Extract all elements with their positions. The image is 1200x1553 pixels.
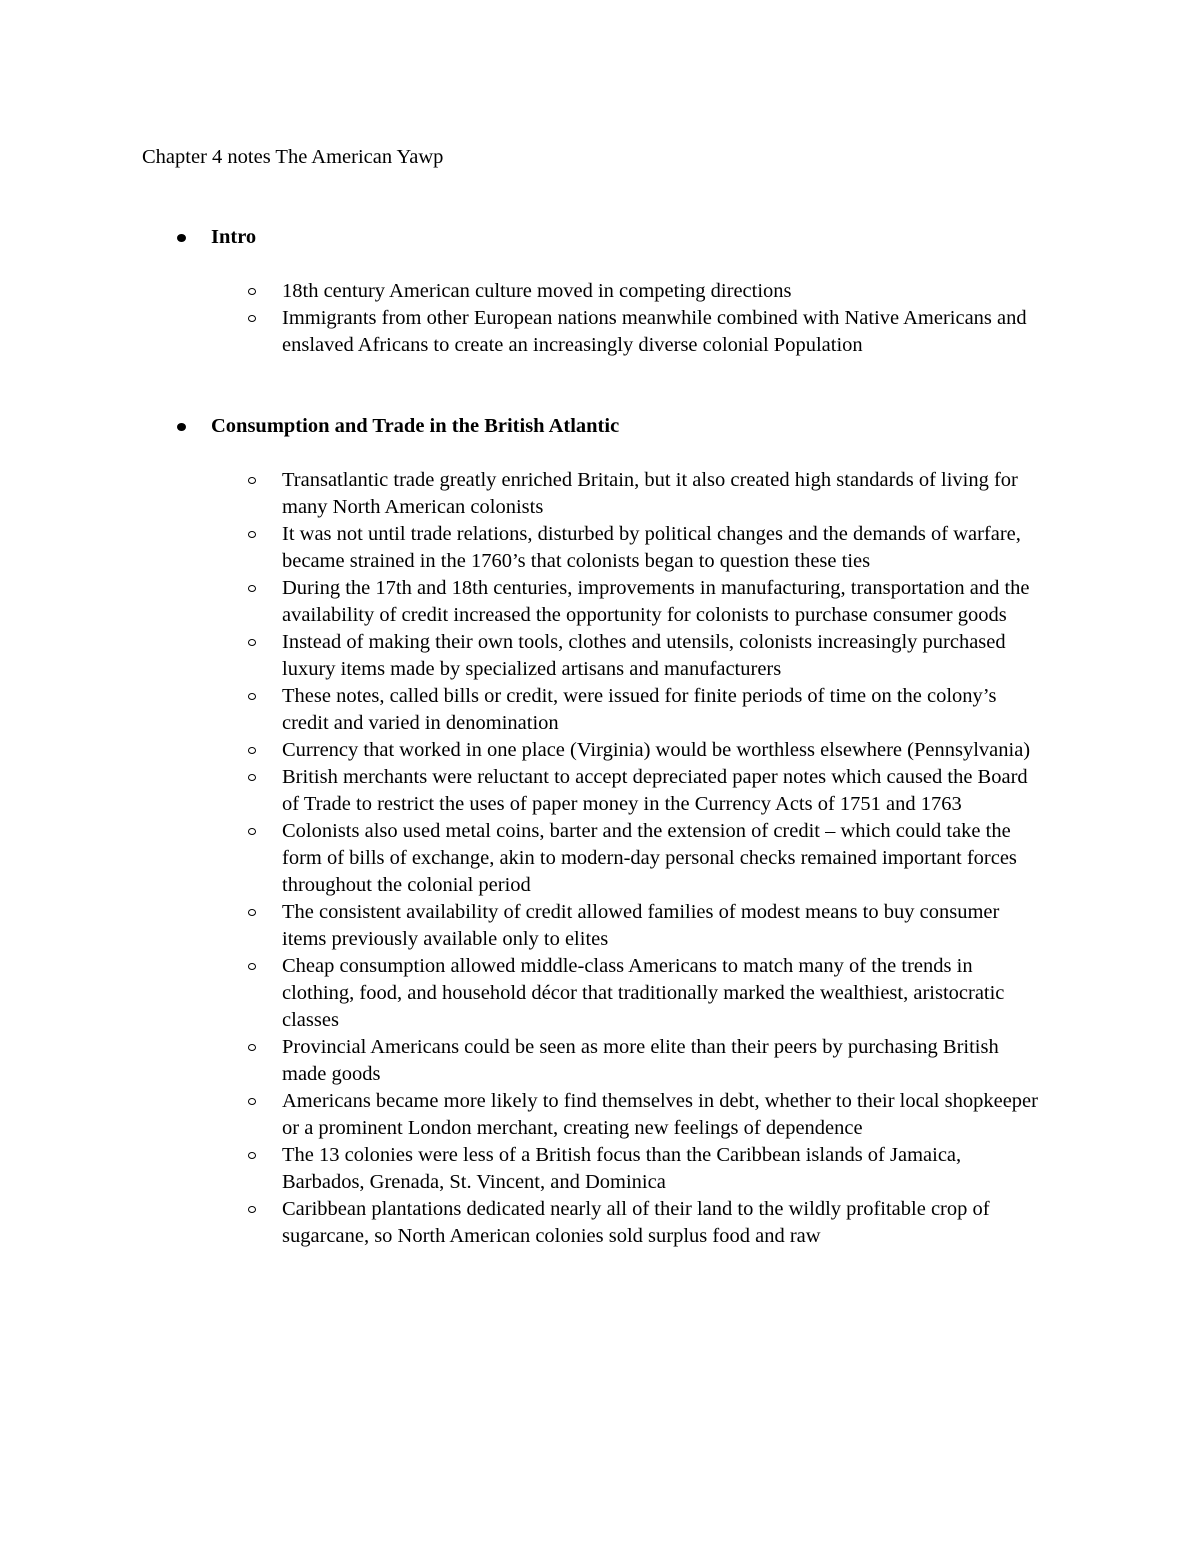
bullet-circle-icon [248,639,256,646]
sub-list [0,467,1200,1250]
bullet-circle-icon [248,1098,256,1105]
document-title: Chapter 4 notes The American Yawp [142,146,444,168]
list-item [0,305,1042,359]
list-item-text: The 13 colonies were less of a British focus than the Caribbean islands of Jamaica, Barbados, Grenada, St. Vincent, and Dominica [282,1144,962,1193]
list-item-text: Currency that worked in one place (Virginia) would be worthless elsewhere (Pennsylvania) [282,739,1031,761]
bullet-circle-icon [248,693,256,700]
list-item [0,737,1042,764]
list-item-text: Provincial Americans could be seen as more elite than their peers by purchasing British made goods [282,1036,999,1085]
list-item [0,683,1042,737]
list-item [0,575,1042,629]
bullet-circle-icon [248,1152,256,1159]
list-item [0,521,1042,575]
list-item [0,818,1042,899]
bullet-circle-icon [248,1044,256,1051]
list-item-text: Americans became more likely to find themselves in debt, whether to their local shopkeeper or a prominent London merchant, creating new feelings of dependence [282,1090,1038,1139]
list-item-text: Transatlantic trade greatly enriched Britain, but it also created high standards of living for many North American colonists [282,469,1018,518]
list-item [0,629,1042,683]
bullet-circle-icon [248,288,256,295]
bullet-circle-icon [248,774,256,781]
section-heading: Consumption and Trade in the British Atlantic [211,415,620,437]
bullet-disc-icon [177,423,186,431]
bullet-circle-icon [248,531,256,538]
list-item-text: Caribbean plantations dedicated nearly all of their land to the wildly profitable crop of sugarcane, so North American colonies sold surplus food and raw [282,1198,990,1247]
list-item [0,1034,1042,1088]
list-item [0,467,1042,521]
bullet-circle-icon [248,963,256,970]
list-item-text: During the 17th and 18th centuries, improvements in manufacturing, transportation and the availability of credit increased the opportunity for colonists to purchase consumer goods [282,577,1030,626]
list-item [0,1142,1042,1196]
bullet-circle-icon [248,828,256,835]
list-item [0,278,1042,305]
bullet-circle-icon [248,747,256,754]
list-item [0,764,1042,818]
bullet-circle-icon [248,477,256,484]
list-item-text: Instead of making their own tools, clothes and utensils, colonists increasingly purchased luxury items made by specialized artisans and manufacturers [282,631,1006,680]
bullet-circle-icon [248,585,256,592]
list-item-text: It was not until trade relations, disturbed by political changes and the demands of warfare, became strained in the 1760’s that colonists began to question these ties [282,523,1021,572]
list-item-text: Cheap consumption allowed middle-class Americans to match many of the trends in clothing, food, and household décor that traditionally marked the wealthiest, aristocratic classes [282,955,1005,1031]
list-item [0,1088,1042,1142]
list-item-text: British merchants were reluctant to accept depreciated paper notes which caused the Board of Trade to restrict the uses of paper money in the Currency Acts of 1751 and 1763 [282,766,1028,815]
bullet-circle-icon [248,315,256,322]
bullet-circle-icon [248,1206,256,1213]
list-item-text: Colonists also used metal coins, barter and the extension of credit – which could take the form of bills of exchange, akin to modern-day personal checks remained important forces throughout the colonial period [282,820,1017,896]
bullet-disc-icon [177,234,186,242]
list-item-text: Immigrants from other European nations meanwhile combined with Native Americans and enslaved Africans to create an increasingly diverse colonial Population [282,307,1027,356]
list-item [0,953,1042,1034]
list-item [0,1196,1042,1250]
list-item-text: 18th century American culture moved in competing directions [282,280,792,302]
bullet-circle-icon [248,909,256,916]
sub-list [0,278,1200,359]
section-heading: Intro [211,226,257,248]
list-item-text: These notes, called bills or credit, were issued for finite periods of time on the colony’s credit and varied in denomination [282,685,997,734]
list-item-text: The consistent availability of credit allowed families of modest means to buy consumer items previously available only to elites [282,901,1000,950]
list-item [0,899,1042,953]
